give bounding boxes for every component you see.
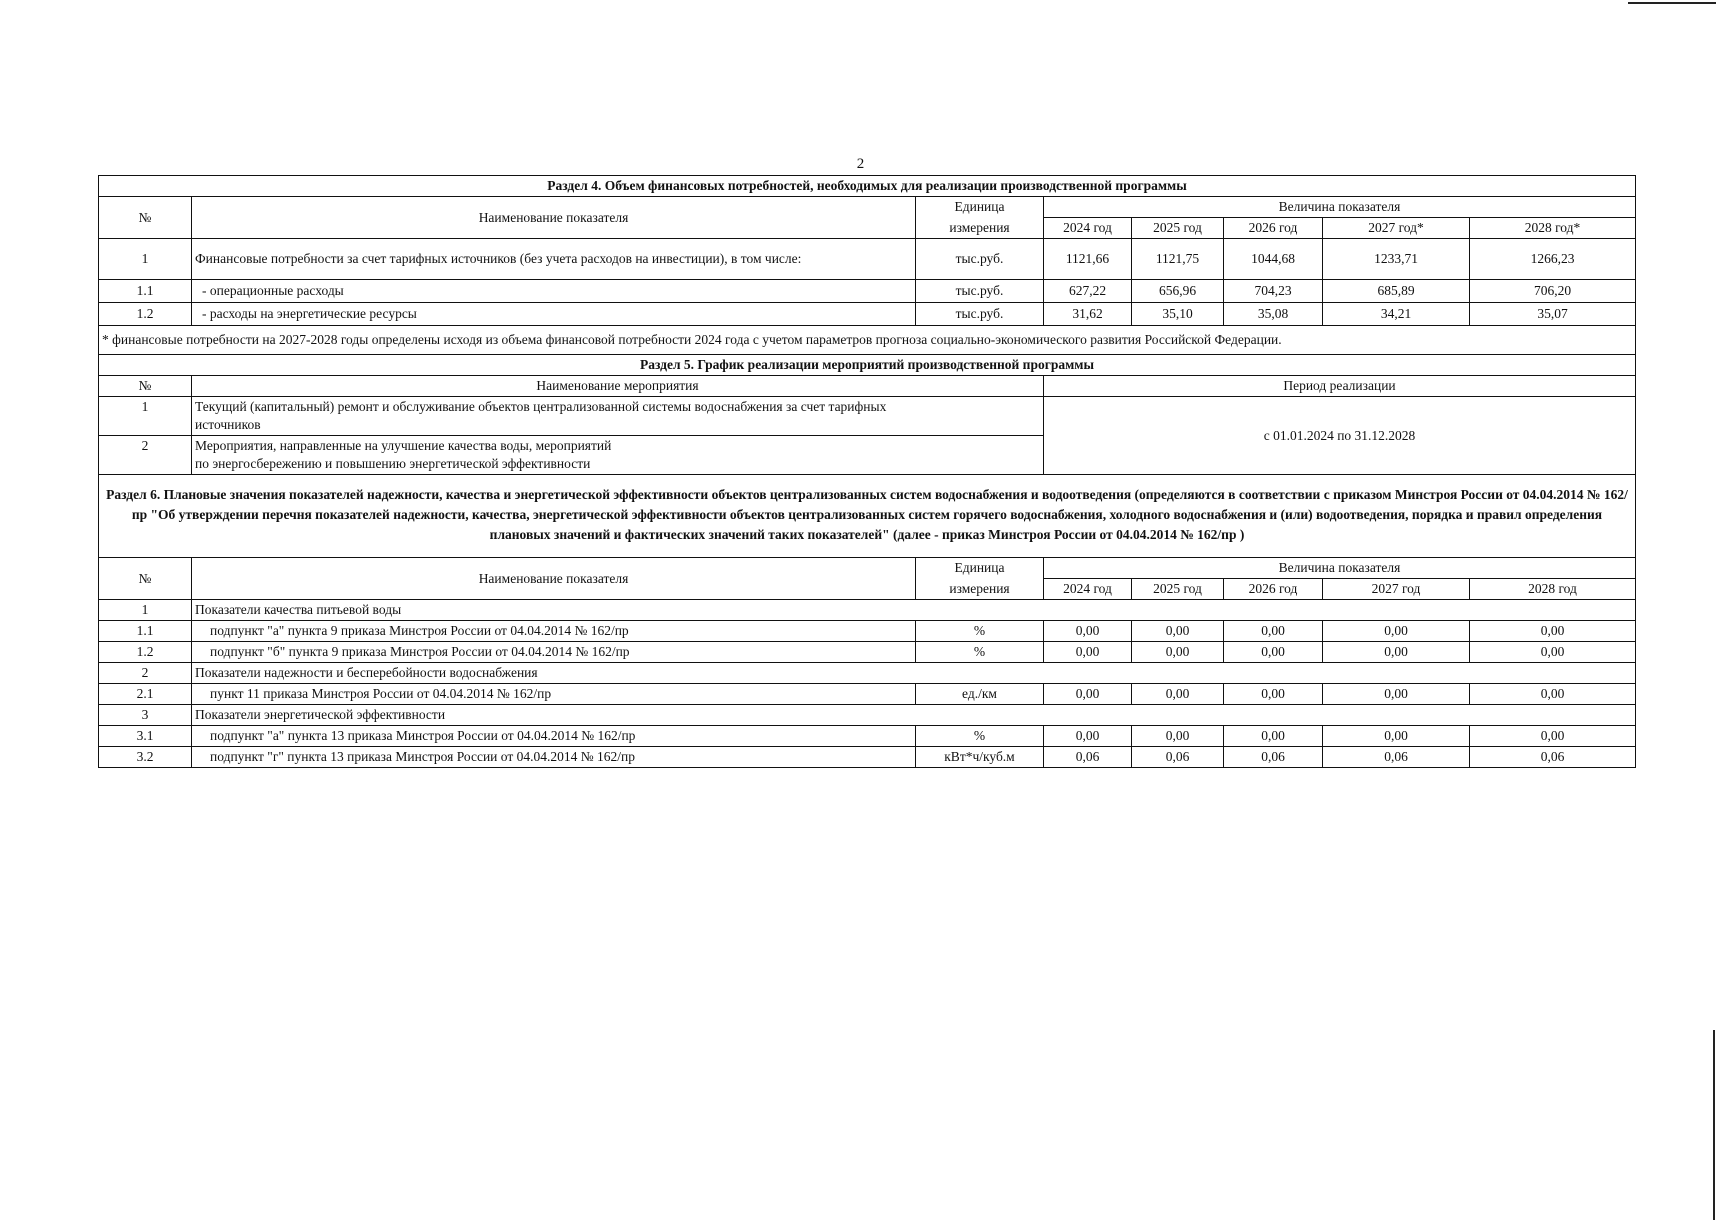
section4-col-unit-line2: измерения [916, 218, 1044, 239]
section4-col-unit-line1: Единица [916, 197, 1044, 218]
group-number: 3 [99, 705, 192, 726]
indicator-row [99, 621, 1636, 642]
section6-col-name: Наименование показателя [192, 558, 916, 600]
indicator-group-row [99, 663, 1636, 684]
indicator-row [99, 642, 1636, 663]
row-number: 1.1 [99, 280, 192, 303]
value-cell: 0,00 [1224, 684, 1323, 705]
measure-name-line: Мероприятия, направленные на улучшение качества воды, мероприятий [195, 438, 612, 453]
indicator-name: подпункт "б" пункта 9 приказа Минстроя России от 04.04.2014 № 162/пр [192, 642, 916, 663]
measure-name-line: по энергосбережению и повышению энергетической эффективности [195, 456, 591, 471]
group-number: 2 [99, 663, 192, 684]
section4-year: 2028 год* [1470, 218, 1636, 239]
section4-title: Раздел 4. Объем финансовых потребностей, необходимых для реализации производственной программы [99, 176, 1636, 197]
measure-name [192, 436, 1044, 475]
value-cell: 706,20 [1470, 280, 1636, 303]
section4-header-row-1 [99, 197, 1636, 218]
row-number: 2 [99, 436, 192, 475]
measure-name [192, 397, 1044, 436]
section4-row [99, 239, 1636, 280]
value-cell: 0,06 [1044, 747, 1132, 768]
measure-name-line: источников [195, 417, 261, 432]
indicator-name: подпункт "г" пункта 13 приказа Минстроя России от 04.04.2014 № 162/пр [192, 747, 916, 768]
section4-row [99, 280, 1636, 303]
row-number: 1.2 [99, 303, 192, 326]
indicator-row [99, 747, 1636, 768]
section4-year: 2024 год [1044, 218, 1132, 239]
unit-cell: кВт*ч/куб.м [916, 747, 1044, 768]
value-cell: 0,00 [1044, 642, 1132, 663]
section6-col-value: Величина показателя [1044, 558, 1636, 579]
value-cell: 0,06 [1132, 747, 1224, 768]
section4-year: 2026 год [1224, 218, 1323, 239]
unit-cell: тыс.руб. [916, 280, 1044, 303]
row-number: 1 [99, 239, 192, 280]
section5-row [99, 397, 1636, 436]
value-cell: 31,62 [1044, 303, 1132, 326]
indicator-name: Финансовые потребности за счет тарифных источников (без учета расходов на инвестиции), в том числе: [192, 239, 916, 280]
group-name: Показатели надежности и бесперебойности водоснабжения [192, 663, 1636, 684]
section5-header-row [99, 376, 1636, 397]
value-cell: 35,08 [1224, 303, 1323, 326]
document-sheet [98, 175, 1635, 768]
section6-col-no: № [99, 558, 192, 600]
value-cell: 0,06 [1224, 747, 1323, 768]
value-cell: 0,00 [1132, 684, 1224, 705]
value-cell: 0,00 [1470, 642, 1636, 663]
value-cell: 0,00 [1323, 684, 1470, 705]
section4-col-value: Величина показателя [1044, 197, 1636, 218]
value-cell: 0,00 [1470, 726, 1636, 747]
indicator-name: подпункт "а" пункта 13 приказа Минстроя России от 04.04.2014 № 162/пр [192, 726, 916, 747]
value-cell: 1121,75 [1132, 239, 1224, 280]
unit-cell: % [916, 726, 1044, 747]
unit-cell: % [916, 621, 1044, 642]
section6-year: 2025 год [1132, 579, 1224, 600]
row-number: 2.1 [99, 684, 192, 705]
value-cell: 0,00 [1224, 642, 1323, 663]
group-name: Показатели энергетической эффективности [192, 705, 1636, 726]
value-cell: 0,00 [1224, 621, 1323, 642]
section6-year: 2028 год [1470, 579, 1636, 600]
page-number: 2 [856, 156, 865, 172]
indicator-name: - операционные расходы [192, 280, 916, 303]
value-cell: 0,00 [1044, 726, 1132, 747]
main-table [98, 175, 1636, 768]
indicator-group-row [99, 600, 1636, 621]
value-cell: 35,10 [1132, 303, 1224, 326]
value-cell: 0,00 [1044, 684, 1132, 705]
value-cell: 685,89 [1323, 280, 1470, 303]
value-cell: 34,21 [1323, 303, 1470, 326]
indicator-name: пункт 11 приказа Минстроя России от 04.04.2014 № 162/пр [192, 684, 916, 705]
row-number: 1.2 [99, 642, 192, 663]
section6-title: Раздел 6. Плановые значения показателей надежности, качества и энергетической эффективности объектов централизованных систем водоснабжения и водоотведения (определяются в соответствии с приказом Минстроя России от 04.04.2014 № 162/пр "Об утверждении перечня показателей надежности, качества, энергетической эффективности объектов централизованных систем горячего водоснабжения, холодного водоснабжения и (или) водоотведения, порядка и правил определения плановых значений и фактических значений таких показателей" (далее - приказ Минстроя России от 04.04.2014 № 162/пр ) [99, 475, 1636, 558]
indicator-name: - расходы на энергетические ресурсы [192, 303, 916, 326]
section6-col-unit-line2: измерения [916, 579, 1044, 600]
value-cell: 1121,66 [1044, 239, 1132, 280]
value-cell: 0,06 [1323, 747, 1470, 768]
value-cell: 704,23 [1224, 280, 1323, 303]
implementation-period: с 01.01.2024 по 31.12.2028 [1044, 397, 1636, 475]
value-cell: 656,96 [1132, 280, 1224, 303]
section4-row [99, 303, 1636, 326]
section4-year: 2025 год [1132, 218, 1224, 239]
indicator-name: подпункт "а" пункта 9 приказа Минстроя России от 04.04.2014 № 162/пр [192, 621, 916, 642]
value-cell: 0,00 [1470, 621, 1636, 642]
value-cell: 0,00 [1224, 726, 1323, 747]
indicator-row [99, 684, 1636, 705]
corner-scan-line [1628, 2, 1716, 4]
value-cell: 0,00 [1132, 642, 1224, 663]
section6-year: 2027 год [1323, 579, 1470, 600]
value-cell: 35,07 [1470, 303, 1636, 326]
indicator-group-row [99, 705, 1636, 726]
group-name: Показатели качества питьевой воды [192, 600, 1636, 621]
section6-year: 2024 год [1044, 579, 1132, 600]
section6-year: 2026 год [1224, 579, 1323, 600]
section5-title: Раздел 5. График реализации мероприятий производственной программы [99, 355, 1636, 376]
section6-header-row-1 [99, 558, 1636, 579]
row-number: 3.2 [99, 747, 192, 768]
value-cell: 0,00 [1470, 684, 1636, 705]
value-cell: 0,00 [1323, 642, 1470, 663]
section5-col-no: № [99, 376, 192, 397]
measure-name-line: Текущий (капитальный) ремонт и обслуживание объектов централизованной системы водоснабжения за счет тарифных [195, 399, 887, 414]
section5-col-name: Наименование мероприятия [192, 376, 1044, 397]
row-number: 1.1 [99, 621, 192, 642]
unit-cell: тыс.руб. [916, 239, 1044, 280]
section4-footnote: * финансовые потребности на 2027-2028 годы определены исходя из объема финансовой потребности 2024 года с учетом параметров прогноза социально-экономического развития Российской Федерации. [99, 326, 1636, 355]
value-cell: 1266,23 [1470, 239, 1636, 280]
value-cell: 0,00 [1323, 621, 1470, 642]
edge-scan-mark [1713, 1030, 1715, 1220]
value-cell: 0,06 [1470, 747, 1636, 768]
value-cell: 0,00 [1323, 726, 1470, 747]
section4-title-row [99, 176, 1636, 197]
unit-cell: % [916, 642, 1044, 663]
section6-col-unit-line1: Единица [916, 558, 1044, 579]
section5-title-row [99, 355, 1636, 376]
value-cell: 0,00 [1132, 621, 1224, 642]
section5-col-period: Период реализации [1044, 376, 1636, 397]
row-number: 3.1 [99, 726, 192, 747]
section4-footnote-row [99, 326, 1636, 355]
row-number: 1 [99, 397, 192, 436]
value-cell: 0,00 [1132, 726, 1224, 747]
section4-col-name: Наименование показателя [192, 197, 916, 239]
section4-year: 2027 год* [1323, 218, 1470, 239]
value-cell: 0,00 [1044, 621, 1132, 642]
value-cell: 1044,68 [1224, 239, 1323, 280]
group-number: 1 [99, 600, 192, 621]
unit-cell: тыс.руб. [916, 303, 1044, 326]
section4-col-no: № [99, 197, 192, 239]
value-cell: 627,22 [1044, 280, 1132, 303]
indicator-row [99, 726, 1636, 747]
value-cell: 1233,71 [1323, 239, 1470, 280]
section6-title-row [99, 475, 1636, 558]
unit-cell: ед./км [916, 684, 1044, 705]
